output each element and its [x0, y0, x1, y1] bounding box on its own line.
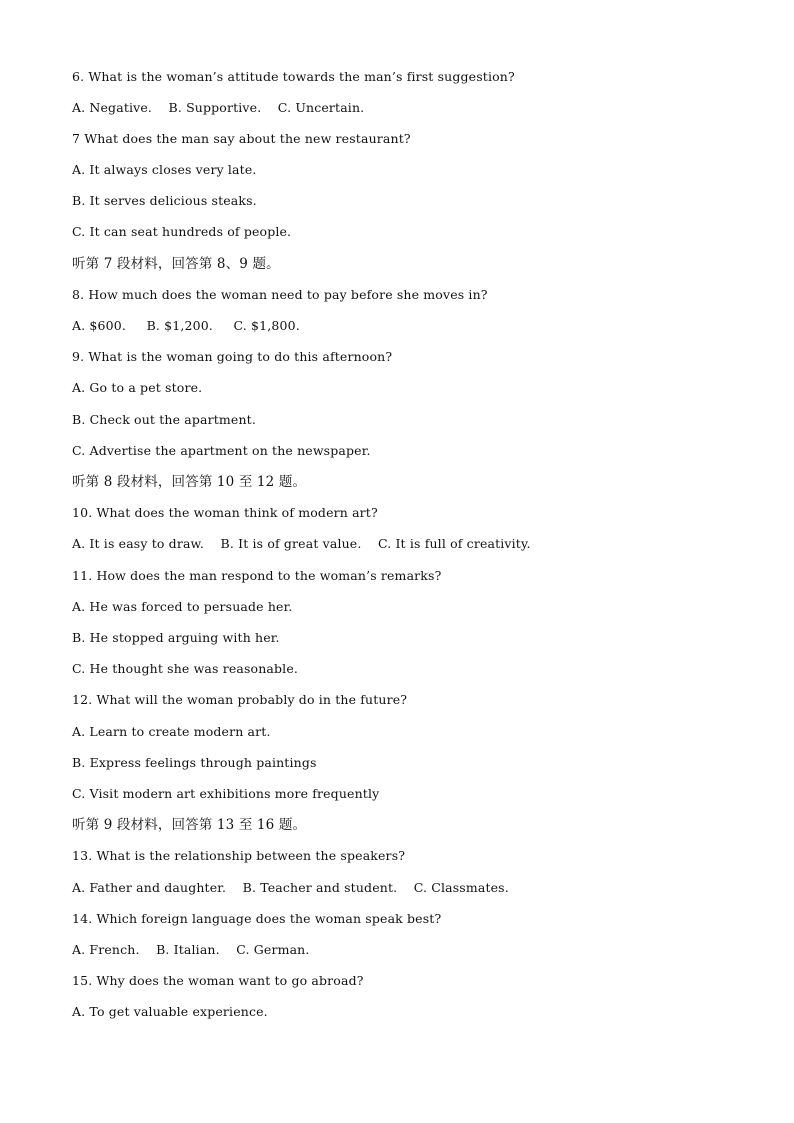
option-7c: C. It can seat hundreds of people. [72, 224, 292, 239]
question-13: 13. What is the relationship between the speakers? [72, 848, 406, 863]
question-6: 6. What is the woman’s attitude towards the man’s first suggestion? [72, 69, 515, 84]
question-7: 7 What does the man say about the new restaurant? [72, 131, 411, 146]
question-10: 10. What does the woman think of modern art? [72, 505, 378, 520]
question-12: 12. What will the woman probably do in the future? [72, 692, 408, 707]
question-14: 14. Which foreign language does the woman speak best? [72, 911, 442, 926]
section-heading-8: 听第 8 段材料，回答第 10 至 12 题。 [72, 474, 307, 490]
option-9b: B. Check out the apartment. [72, 412, 256, 427]
section-heading-9: 听第 9 段材料，回答第 13 至 16 题。 [72, 817, 307, 833]
option-12b: B. Express feelings through paintings [72, 755, 317, 770]
options-q14: A. French. B. Italian. C. German. [72, 942, 310, 957]
option-12a: A. Learn to create modern art. [72, 724, 271, 739]
option-15a: A. To get valuable experience. [72, 1004, 268, 1019]
question-8: 8. How much does the woman need to pay before she moves in? [72, 287, 488, 302]
option-9a: A. Go to a pet store. [72, 380, 203, 395]
options-q10: A. It is easy to draw. B. It is of great value. C. It is full of creativity. [72, 536, 531, 551]
option-11a: A. He was forced to persuade her. [72, 599, 293, 614]
option-12c: C. Visit modern art exhibitions more frequently [72, 786, 380, 801]
question-11: 11. How does the man respond to the woman’s remarks? [72, 568, 442, 583]
question-15: 15. Why does the woman want to go abroad? [72, 973, 364, 988]
section-heading-7: 听第 7 段材料，回答第 8、9 题。 [72, 256, 280, 272]
options-q6: A. Negative. B. Supportive. C. Uncertain. [72, 100, 365, 115]
option-11c: C. He thought she was reasonable. [72, 661, 299, 676]
option-9c: C. Advertise the apartment on the newspaper. [72, 443, 371, 458]
option-7a: A. It always closes very late. [72, 162, 257, 177]
option-7b: B. It serves delicious steaks. [72, 193, 257, 208]
option-11b: B. He stopped arguing with her. [72, 630, 280, 645]
options-q8: A. $600. B. $1,200. C. $1,800. [72, 318, 300, 333]
options-q13: A. Father and daughter. B. Teacher and student. C. Classmates. [72, 880, 509, 895]
question-9: 9. What is the woman going to do this afternoon? [72, 349, 393, 364]
